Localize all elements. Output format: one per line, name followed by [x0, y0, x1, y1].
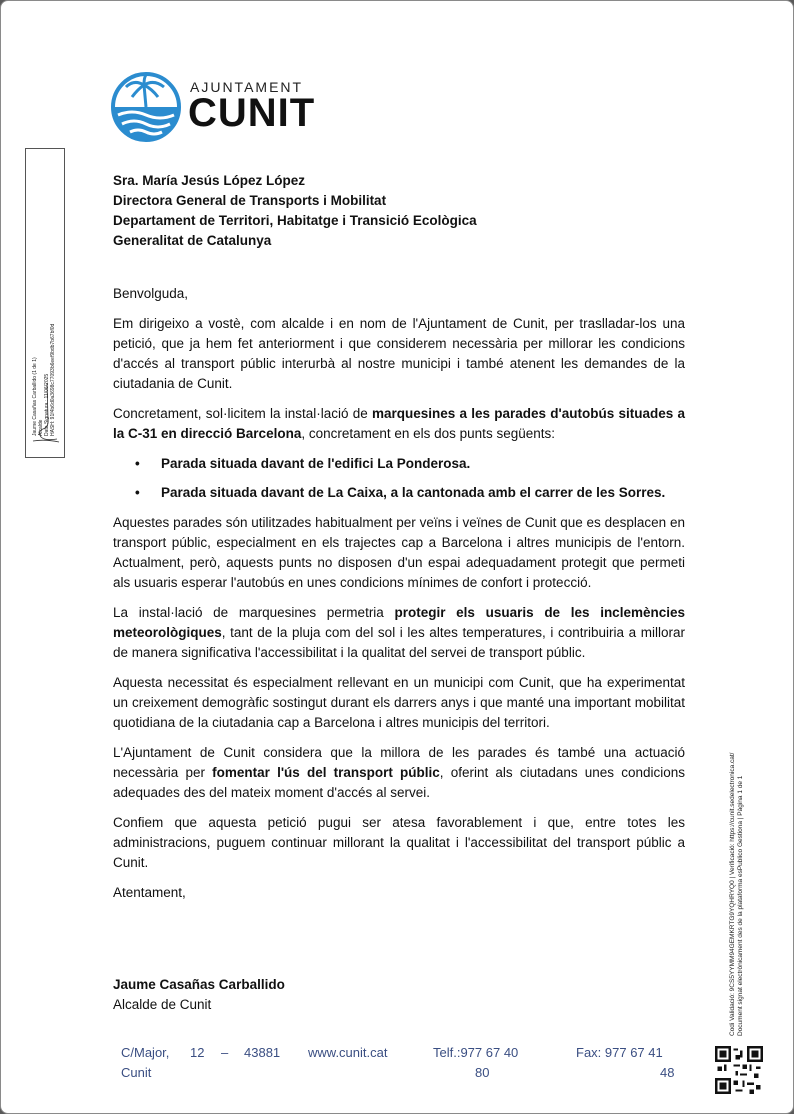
recipient-department: Departament de Territori, Habitatge i Transició Ecològica: [113, 213, 477, 228]
footer-telephone: Telf.:977 67 40: [433, 1045, 519, 1060]
footer-fax: Fax: 977 67 41: [576, 1045, 663, 1060]
footer-dash: –: [221, 1045, 229, 1060]
signature-stamp-box: [25, 148, 65, 458]
verification-line: Document signat electrònicament des de la plataforma esPublico Gestiona | Pàgina 1 de 1: [737, 775, 744, 1036]
paragraph: Confiem que aquesta petició pugui ser atesa favorablement i que, entre totes les administracions, puguem continuar millorant la qualitat i l'accessibilitat del transport públic a Cunit.: [113, 815, 685, 870]
qr-code-icon[interactable]: [715, 1046, 763, 1094]
footer-postal-code: 43881: [244, 1045, 281, 1060]
signer-name: Jaume Casañas Carballido: [113, 977, 285, 992]
text-span: La instal·lació de marquesines permetria: [113, 605, 395, 620]
text-span: , oferint als ciutadans unes condicions adequades des del mateix moment d'accés al servei.: [113, 765, 686, 800]
footer-fax-end: 48: [660, 1065, 675, 1080]
verification-line: Codi Validació: 9CS5YYMM94GEMKRTG9YQHRYQ0 | Verificació: https://cunit.sedelectronica.cat/: [729, 752, 736, 1036]
signature-block: [113, 975, 285, 1015]
verification-text: [729, 736, 745, 1036]
paragraph: Aquesta necessitat és especialment rellevant en un municipi com Cunit, que ha experimentat un creixement demogràfic sostingut durant els darrers anys i que manté una important mobilitat quotidiana de la ciutadania cap a Barcelona i altres municipis del territori.: [113, 675, 685, 730]
paragraph: Aquestes parades són utilitzades habitualment per veïns i veïnes de Cunit que es desplacen en transport públic, especialment en els trajectes cap a Barcelona i altres municipis de l'entorn. Actualment, però, aquests punts no disposen d'un espai adequadament protegit que permeti als usuaris esperar l'autobús en unes condicions mínimes de confort i protecció.: [113, 515, 685, 590]
logo-subtitle: AJUNTAMENT: [190, 79, 304, 95]
bullet-list: [113, 454, 685, 503]
paragraph: [113, 603, 685, 663]
signer-title: Alcalde de Cunit: [113, 997, 212, 1012]
cunit-emblem-icon: [108, 71, 184, 143]
footer-town: Cunit: [121, 1065, 152, 1080]
paragraph: [113, 743, 685, 803]
text-span: , tant de la pluja com del sol i les altes temperatures, i contribuiria a millorar de manera significativa l'accessibilitat i la qualitat del servei de transport públic.: [113, 625, 685, 660]
bold-text: fomentar l'ús del transport públic: [212, 765, 440, 780]
text-span: Concretament, sol·licitem la instal·lació de: [113, 406, 373, 421]
text-span: , concretament en els dos punts següents:: [301, 426, 555, 441]
bold-text: protegir els usuaris de les inclemències meteorològiques: [113, 605, 685, 640]
list-item: • Parada situada davant de l'edifici La Ponderosa.: [113, 454, 685, 474]
recipient-position: Directora General de Transports i Mobilitat: [113, 193, 387, 208]
footer-number: 12: [190, 1045, 205, 1060]
text-span: L'Ajuntament de Cunit considera que la millora de les parades és també una actuació necessària per: [113, 745, 685, 780]
stamp-line: Jaume Casañas Carballido (1 de 1): [32, 357, 38, 436]
recipient-block: [113, 171, 477, 251]
handwritten-signature-icon: [29, 379, 61, 449]
list-item: • Parada situada davant de La Caixa, a la cantonada amb el carrer de les Sorres.: [113, 483, 685, 503]
footer: [121, 1043, 681, 1083]
ajuntament-logo: [108, 71, 316, 143]
closing: Atentament,: [113, 885, 186, 900]
recipient-institution: Generalitat de Catalunya: [113, 233, 272, 248]
stamp-line: Data Signatura : 11/06/2025: [44, 373, 50, 436]
stamp-line: HASH: 91f4b6d0a3698c77093b6eef9bdb7b67bf0d: [50, 323, 56, 436]
bold-text: marquesines a les parades d'autobús situades a la C-31 en direcció Barcelona: [113, 406, 685, 441]
logo-title: CUNIT: [188, 91, 316, 135]
letter-body: [113, 284, 685, 913]
paragraph: Em dirigeixo a vostè, com alcalde i en nom de l'Ajuntament de Cunit, per traslladar-los una petició, que ja hem fet anteriorment i que considerem necessària per millorar les condicions d'accés al transport públic interurbà al nostre municipi i també atenent les demandes de la ciutadania de Cunit.: [113, 316, 685, 391]
stamp-line: Alcalde: [38, 419, 44, 436]
paragraph: [113, 404, 685, 444]
footer-telephone-end: 80: [475, 1065, 490, 1080]
recipient-name: Sra. María Jesús López López: [113, 173, 306, 188]
greeting: Benvolguda,: [113, 286, 189, 301]
footer-street: C/Major,: [121, 1045, 170, 1060]
footer-website-link[interactable]: www.cunit.cat: [308, 1045, 388, 1060]
